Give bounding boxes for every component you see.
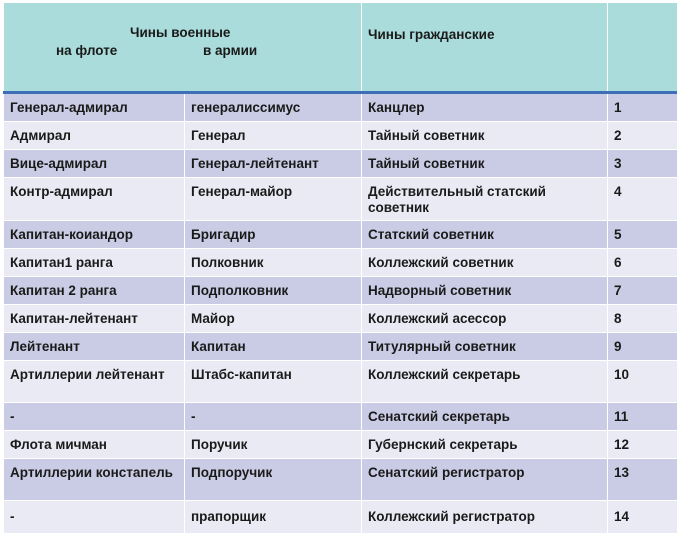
cell-fleet-rank: Капитан-коиандор [4, 221, 185, 249]
table-row [4, 93, 677, 122]
cell-civil-rank: Титулярный советник [362, 333, 608, 361]
cell-fleet-rank: Контр-адмирал [4, 178, 185, 221]
table-row [4, 459, 677, 501]
table-row [4, 501, 677, 534]
table-row [4, 305, 677, 333]
cell-fleet-rank: Лейтенант [4, 333, 185, 361]
cell-class-number: 13 [608, 459, 677, 501]
table-row [4, 431, 677, 459]
table-row [4, 277, 677, 305]
cell-class-number: 1 [608, 93, 677, 122]
cell-class-number: 2 [608, 122, 677, 150]
header-military-title: Чины военные [130, 25, 230, 41]
table-row [4, 122, 677, 150]
cell-class-number: 4 [608, 178, 677, 221]
cell-class-number: 3 [608, 150, 677, 178]
cell-civil-rank: Губернский секретарь [362, 431, 608, 459]
cell-fleet-rank: Артиллерии лейтенант [4, 361, 185, 403]
table-row [4, 403, 677, 431]
cell-army-rank: Поручик [185, 431, 362, 459]
header-rank-title [608, 3, 677, 93]
cell-civil-rank: Сенатский секретарь [362, 403, 608, 431]
cell-class-number: 14 [608, 501, 677, 534]
cell-army-rank: Подполковник [185, 277, 362, 305]
cell-army-rank: Генерал-майор [185, 178, 362, 221]
cell-class-number: 8 [608, 305, 677, 333]
cell-fleet-rank: Флота мичман [4, 431, 185, 459]
cell-class-number: 6 [608, 249, 677, 277]
table-row [4, 221, 677, 249]
cell-civil-rank: Коллежский регистратор [362, 501, 608, 534]
cell-civil-rank: Коллежский секретарь [362, 361, 608, 403]
cell-civil-rank: Канцлер [362, 93, 608, 122]
header-fleet-label: на флоте [56, 43, 117, 59]
cell-class-number: 5 [608, 221, 677, 249]
cell-civil-rank: Тайный советник [362, 150, 608, 178]
header-civil-title: Чины гражданские [362, 3, 608, 93]
cell-civil-rank: Действительный статский советник [362, 178, 608, 221]
header-row [4, 3, 677, 93]
cell-fleet-rank: - [4, 501, 185, 534]
cell-class-number: 10 [608, 361, 677, 403]
cell-army-rank: Генерал-лейтенант [185, 150, 362, 178]
cell-class-number: 11 [608, 403, 677, 431]
cell-army-rank: Капитан [185, 333, 362, 361]
cell-class-number: 7 [608, 277, 677, 305]
cell-army-rank: Бригадир [185, 221, 362, 249]
table-row [4, 150, 677, 178]
cell-fleet-rank: Капитан-лейтенант [4, 305, 185, 333]
table-row [4, 333, 677, 361]
cell-fleet-rank: Капитан 2 ранга [4, 277, 185, 305]
table-row [4, 249, 677, 277]
cell-army-rank: Подпоручик [185, 459, 362, 501]
cell-class-number: 12 [608, 431, 677, 459]
cell-army-rank: Майор [185, 305, 362, 333]
cell-fleet-rank: Капитан1 ранга [4, 249, 185, 277]
cell-army-rank: Полковник [185, 249, 362, 277]
cell-civil-rank: Коллежский советник [362, 249, 608, 277]
cell-fleet-rank: - [4, 403, 185, 431]
cell-fleet-rank: Артиллерии констапель [4, 459, 185, 501]
cell-army-rank: Штабс-капитан [185, 361, 362, 403]
cell-civil-rank: Сенатский регистратор [362, 459, 608, 501]
ranks-table [3, 2, 677, 534]
header-military [4, 3, 362, 93]
cell-class-number: 9 [608, 333, 677, 361]
cell-civil-rank: Надворный советник [362, 277, 608, 305]
cell-fleet-rank: Генерал-адмирал [4, 93, 185, 122]
cell-army-rank: генералиссимус [185, 93, 362, 122]
header-army-label: в армии [203, 43, 257, 59]
table-row [4, 361, 677, 403]
cell-civil-rank: Коллежский асессор [362, 305, 608, 333]
cell-fleet-rank: Вице-адмирал [4, 150, 185, 178]
cell-army-rank: Генерал [185, 122, 362, 150]
table-row [4, 178, 677, 221]
cell-fleet-rank: Адмирал [4, 122, 185, 150]
cell-civil-rank: Статский советник [362, 221, 608, 249]
cell-civil-rank: Тайный советник [362, 122, 608, 150]
cell-army-rank: - [185, 403, 362, 431]
table-body [4, 93, 677, 534]
cell-army-rank: прапорщик [185, 501, 362, 534]
